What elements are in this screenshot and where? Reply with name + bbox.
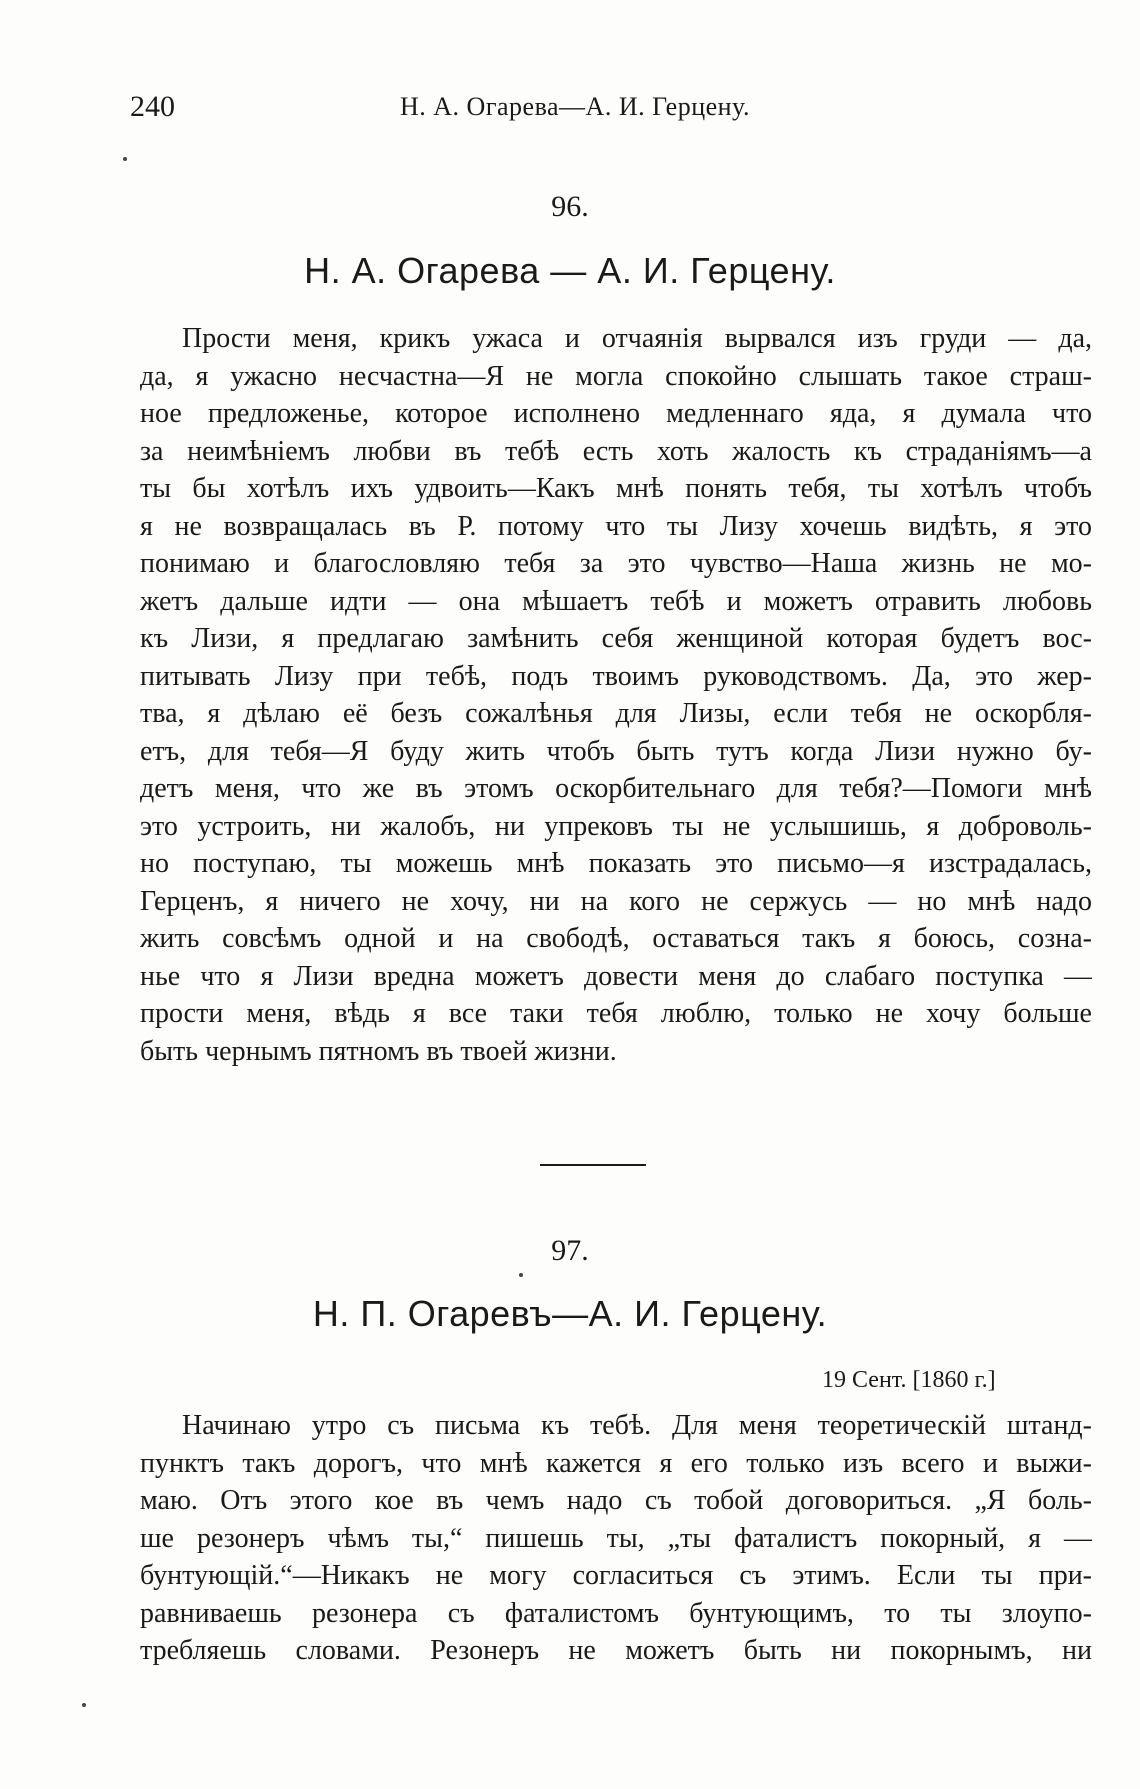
- running-head: [130, 90, 1030, 130]
- text-line: къ Лизи, я предлагаю замѣнить себя женщиной которая будетъ вос-: [140, 623, 1092, 654]
- text-line: жетъ дальше идти — она мѣшаетъ тебѣ и можетъ отравить любовь: [140, 585, 1092, 617]
- text-line: но поступаю, ты можешь мнѣ показать это письмо—я изстрадалась,: [140, 848, 1092, 879]
- print-speck: [519, 1273, 523, 1277]
- letter-title: Н. А. Огарева — А. И. Герцену.: [304, 250, 836, 291]
- text-line: я не возвращалась въ Р. потому что ты Лизу хочешь видѣть, я это: [140, 510, 1092, 542]
- text-line: прости меня, вѣдь я все таки тебя люблю, только не хочу больше: [140, 998, 1092, 1029]
- letter-title: Н. П. Огаревъ—А. И. Герцену.: [312, 1293, 828, 1334]
- text-line: детъ меня, что же въ этомъ оскорбительнаго для тебя?—Помоги мнѣ: [140, 773, 1092, 804]
- page-number: 240: [130, 90, 175, 123]
- text-line: ты бы хотѣлъ ихъ удвоить—Какъ мнѣ понять тебя, ты хотѣлъ чтобъ: [140, 473, 1092, 504]
- text-line: за неимѣніемъ любви въ тебѣ есть хоть жалость къ страданіямъ—а: [140, 435, 1092, 467]
- text-line: жить совсѣмъ одной и на свободѣ, оставаться такъ я боюсь, созна-: [140, 923, 1092, 954]
- text-line: етъ, для тебя—Я буду жить чтобъ быть тутъ когда Лизи нужно бу-: [140, 735, 1092, 767]
- text-line: питывать Лизу при тебѣ, подъ твоимъ руководствомъ. Да, это жер-: [140, 660, 1092, 692]
- text-line: равниваешь резонера съ фаталистомъ бунтующимъ, то ты злоупо-: [140, 1597, 1092, 1629]
- text-line: Начинаю утро съ письма къ тебѣ. Для меня теоретическій штанд-: [182, 1410, 1092, 1441]
- text-line: пунктъ такъ дорогъ, что мнѣ кажется я его только изъ всего и выжи-: [140, 1447, 1092, 1479]
- text-line: требляешь словами. Резонеръ не можетъ быть ни покорнымъ, ни: [140, 1635, 1092, 1666]
- letter-number: 96.: [551, 190, 589, 223]
- running-title: Н. А. Огарева—А. И. Герцену.: [400, 92, 750, 121]
- text-line: да, я ужасно несчастна—Я не могла спокойно слышать такое страш-: [140, 360, 1092, 392]
- print-speck: [82, 1703, 86, 1707]
- text-line: это устроить, ни жалобъ, ни упрековъ ты не услышишь, я доброволь-: [140, 810, 1092, 842]
- text-line: тва, я дѣлаю её безъ сожалѣнья для Лизы, если тебя не оскорбля-: [140, 698, 1092, 729]
- text-line: нье что я Лизи вредна можетъ довести меня до слабаго поступка —: [140, 960, 1092, 992]
- text-line: маю. Отъ этого кое въ чемъ надо съ тобой договориться. „Я боль-: [140, 1485, 1092, 1516]
- letter-body: [140, 1407, 1092, 1670]
- letter-body: [140, 320, 1092, 1070]
- section-divider: [540, 1164, 646, 1166]
- letter-number: 97.: [551, 1234, 589, 1267]
- text-line: ное предложенье, которое исполнено медленнаго яда, я думала что: [140, 398, 1092, 429]
- text-line: ше резонеръ чѣмъ ты,“ пишешь ты, „ты фаталистъ покорный, я —: [140, 1522, 1092, 1554]
- print-speck: [123, 157, 127, 161]
- text-line: быть чернымъ пятномъ въ твоей жизни.: [140, 1035, 617, 1067]
- text-line: Герценъ, я ничего не хочу, ни на кого не сержусь — но мнѣ надо: [140, 885, 1092, 917]
- text-line: Прости меня, крикъ ужаса и отчаянія вырвался изъ груди — да,: [182, 323, 1092, 354]
- letter-date: 19 Сент. [1860 г.]: [822, 1367, 996, 1393]
- text-line: бунтующій.“—Никакъ не могу согласиться съ этимъ. Если ты при-: [140, 1560, 1092, 1591]
- text-line: понимаю и благословляю тебя за это чувство—Наша жизнь не мо-: [140, 548, 1092, 579]
